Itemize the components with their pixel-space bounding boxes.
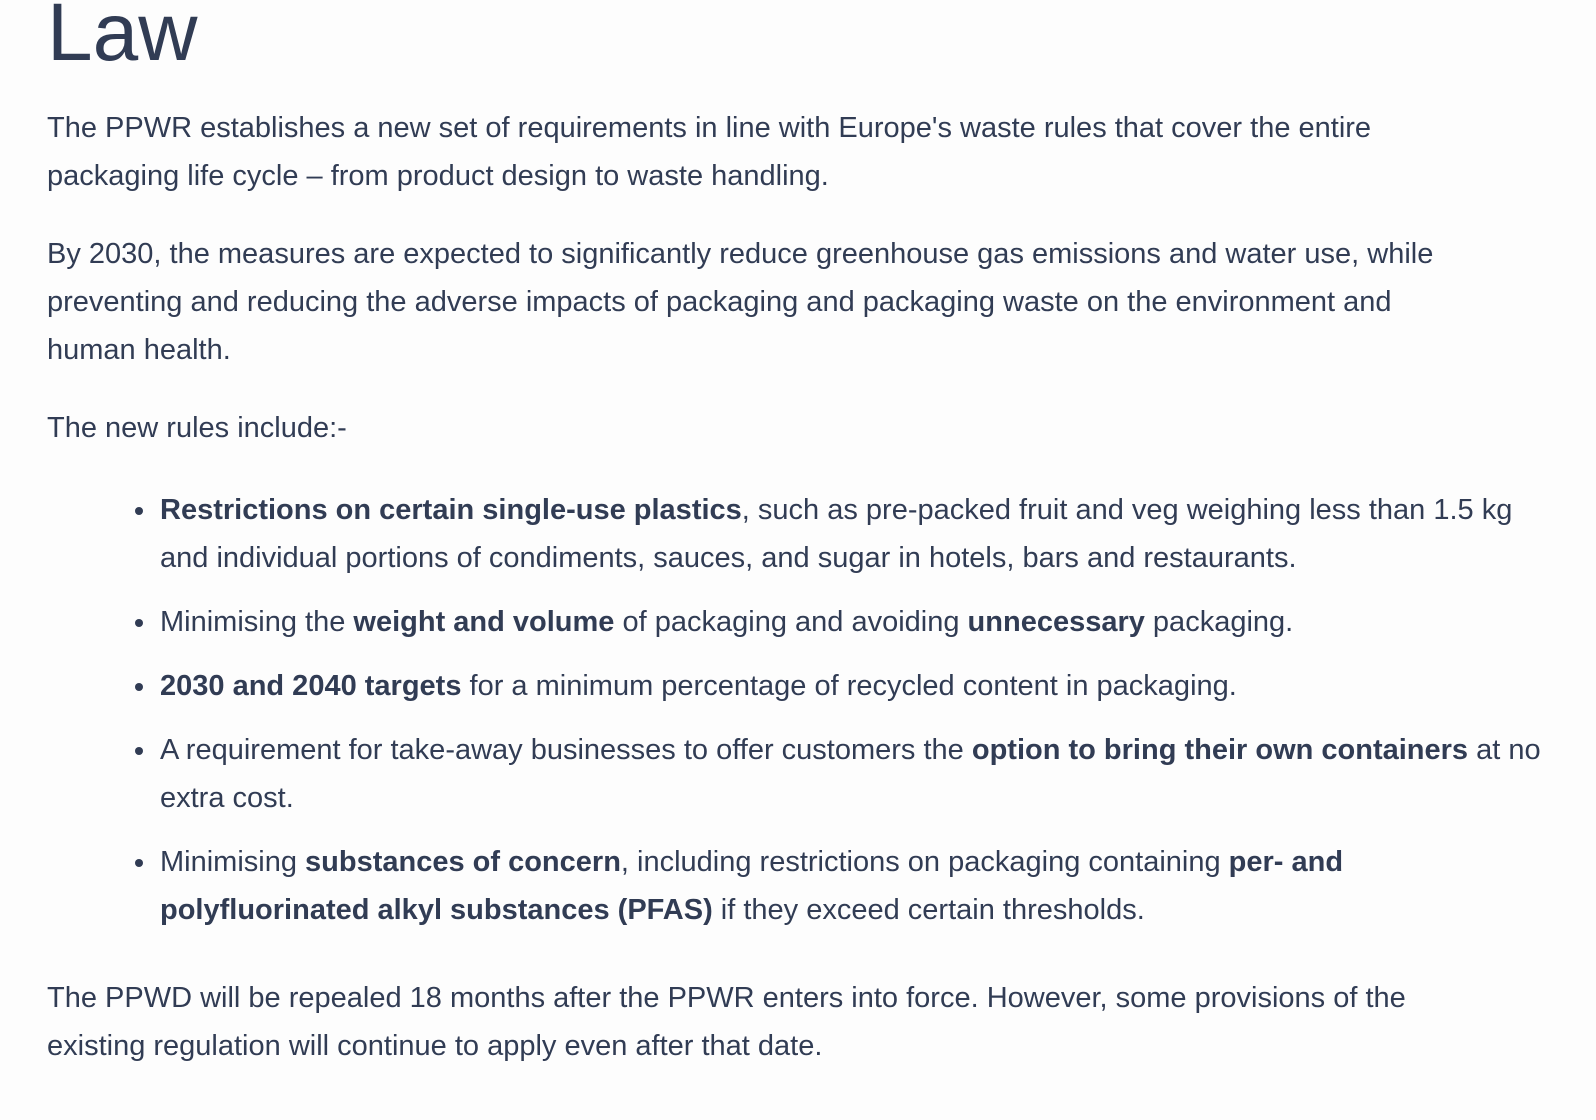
paragraph-2030-impact: By 2030, the measures are expected to significantly reduce greenhouse gas emissions and water use, while preventing and reducing the adverse impacts of packaging and packaging waste on the environment and human health. — [47, 238, 1434, 366]
rule-item: • A requirement for take-away businesses to offer customers the option to bring their own containers at no extra cost. — [158, 726, 1543, 822]
rule-item: • Restrictions on certain single-use plastics, such as pre-packed fruit and veg weighing less than 1.5 kg and individual portions of condiments, sauces, and sugar in hotels, bars and restaurants. — [158, 486, 1543, 582]
paragraph-ppwr-intro: The PPWR establishes a new set of requirements in line with Europe's waste rules that cover the entire packaging life cycle – from product design to waste handling. — [47, 112, 1372, 192]
page-title: Law — [47, 0, 198, 78]
rules-list — [47, 486, 1543, 934]
paragraph-rules-lead-in: The new rules include:- — [47, 412, 347, 444]
rule-item: • Minimising substances of concern, including restrictions on packaging containing per- and polyfluorinated alkyl substances (PFAS) if they exceed certain thresholds. — [158, 838, 1543, 934]
rule-item: • Minimising the weight and volume of packaging and avoiding unnecessary packaging. — [158, 598, 1543, 646]
rule-item: • 2030 and 2040 targets for a minimum percentage of recycled content in packaging. — [158, 662, 1543, 710]
paragraph-ppwd-repeal: The PPWD will be repealed 18 months after the PPWR enters into force. However, some provisions of the existing regulation will continue to apply even after that date. — [47, 982, 1406, 1062]
